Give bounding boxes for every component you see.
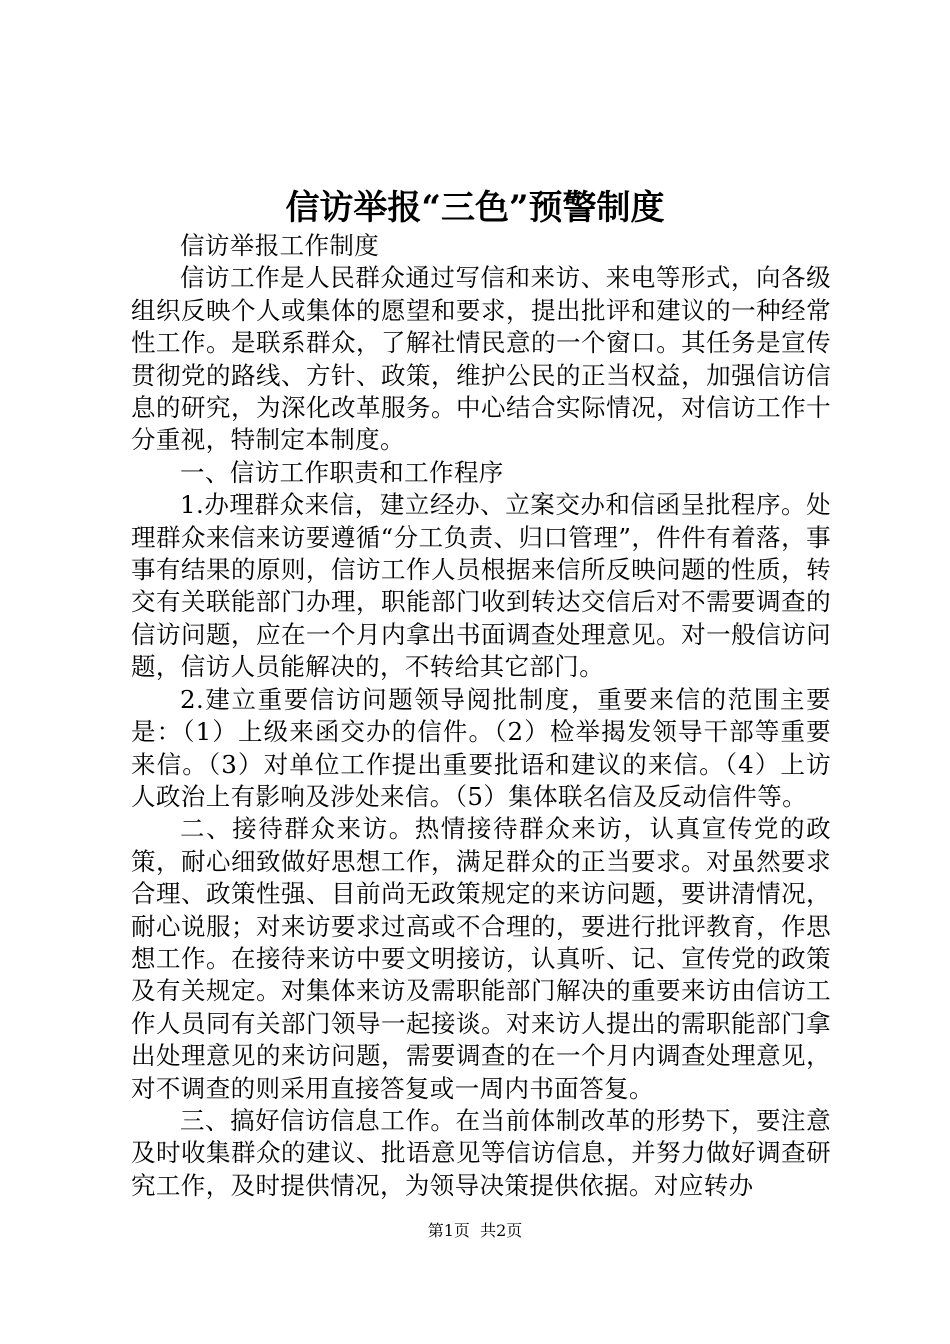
paragraph-item-1: 1.办理群众来信，建立经办、立案交办和信函呈批程序。处理群众来信来访要遵循“分工负责、归口管理”，件件有着落，事事有结果的原则，信访工作人员根据来信所反映问题的性质，转交有关联能部门办理，职能部门收到转达交信后对不需要调查的信访问题，应在一个月内拿出书面调查处理意见。对一般信访问题，信访人员能解决的，不转给其它部门。 xyxy=(131,490,831,682)
document-title: 信访举报“三色”预警制度 xyxy=(285,188,665,228)
paragraph-item-2: 2.建立重要信访问题领导阅批制度，重要来信的范围主要是：（1）上级来函交办的信件。（2）检举揭发领导干部等重要来信。（3）对单位工作提出重要批语和建议的来信。（4）上访人政治上有影响及涉处来信。（5）集体联名信及反动信件等。 xyxy=(131,684,831,811)
document-body xyxy=(131,230,831,1202)
section-heading-1: 一、信访工作职责和工作程序 xyxy=(180,457,504,487)
page-footer: 第1页 共2页 xyxy=(427,1221,523,1240)
paragraph-intro: 信访工作是人民群众通过写信和来访、来电等形式，向各级组织反映个人或集体的愿望和要求，提出批评和建议的一种经常性工作。是联系群众，了解社情民意的一个窗口。其任务是宣传贯彻党的路线、方针、政策，维护公民的正当权益，加强信访信息的研究，为深化改革服务。中心结合实际情况，对信访工作十分重视，特制定本制度。 xyxy=(131,263,831,455)
paragraph-subtitle: 信访举报工作制度 xyxy=(180,231,380,260)
paragraph-section-3: 三、搞好信访信息工作。在当前体制改革的形势下，要注意及时收集群众的建议、批语意见等信访信息，并努力做好调查研究工作，及时提供情况，为领导决策提供依据。对应转办 xyxy=(131,1105,831,1200)
paragraph-section-2: 二、接待群众来访。热情接待群众来访，认真宣传党的政策，耐心细致做好思想工作，满足群众的正当要求。对虽然要求合理、政策性强、目前尚无政策规定的来访问题，要讲清情况，耐心说服；对来访要求过高或不合理的，要进行批评教育，作思想工作。在接待来访中要文明接访，认真听、记、宣传党的政策及有关规定。对集体来访及需职能部门解决的重要来访由信访工作人员同有关部门领导一起接谈。对来访人提出的需职能部门拿出处理意见的来访问题，需要调查的在一个月内调查处理意见，对不调查的则采用直接答复或一周内书面答复。 xyxy=(131,814,831,1103)
